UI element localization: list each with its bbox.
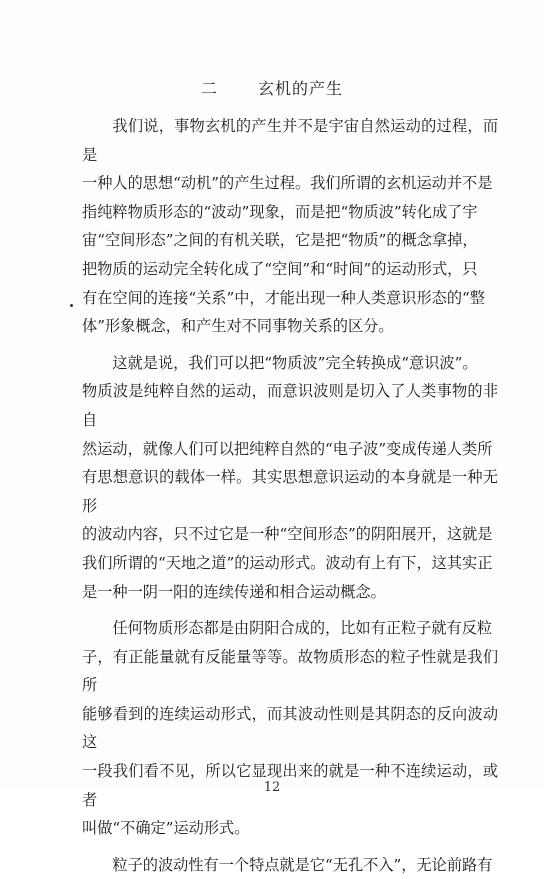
text-line: 能够看到的连续运动形式，而其波动性则是其阴态的反向波动这: [82, 704, 498, 752]
text-line: 我们所谓的“天地之道”的运动形式。波动有上有下，这其实正: [82, 553, 493, 572]
text-line: 体”形象概念，和产生对不同事物关系的区分。: [82, 317, 394, 336]
section-heading: [0, 76, 544, 99]
text-line: 一段我们看不见，所以它显现出来的就是一种不连续运动，或者: [82, 762, 498, 809]
text-line: 叫做“不确定”运动形式。: [82, 819, 250, 838]
text-line: 这就是说，我们可以把“物质波”完全转换成“意识波”。: [112, 353, 478, 372]
text-line: 有思想意识的载体一样。其实思想意识运动的本身就是一种无形: [82, 468, 498, 515]
text-line: 指纯粹物质形态的“波动”现象，而是把“物质波”转化成了宇: [82, 202, 478, 221]
text-line: 任何物质形态都是由阴阳合成的，比如有正粒子就有反粒: [112, 619, 493, 638]
paragraph-4: [82, 851, 498, 879]
text-line: 物质波是纯粹自然的运动，而意识波则是切入了人类事物的非自: [82, 382, 498, 429]
text-line: 粒子的波动性有一个特点就是它“无孔不入”，无论前路有: [112, 855, 493, 874]
paragraph-1: [82, 112, 498, 341]
text-line: 子，有正能量就有反能量等等。故物质形态的粒子性就是我们所: [82, 647, 498, 695]
text-line: 的波动内容，只不过它是一种“空间形态”的阴阳展开，这就是: [82, 525, 493, 544]
section-title: 玄机的产生: [258, 79, 344, 98]
body-text: [82, 112, 498, 879]
text-line: 一种人的思想“动机”的产生过程。我们所谓的玄机运动并不是: [82, 174, 493, 193]
text-line: 然运动，就像人们可以把纯粹自然的“电子波”变成传递人类所: [82, 439, 493, 458]
paragraph-2: [82, 349, 498, 606]
text-line: 宙“空间形态”之间的有机关联，它是把“物质”的概念拿掉，: [82, 231, 478, 250]
text-line: 是一种一阴一阳的连续传递和相合运动概念。: [82, 582, 386, 601]
text-line: 把物质的运动完全转化成了“空间”和“时间”的运动形式，只: [82, 259, 478, 278]
text-line: 有在空间的连接“关系”中，才能出现一种人类意识形态的“整: [82, 288, 485, 307]
margin-dot: [70, 304, 73, 307]
paragraph-3: [82, 614, 498, 843]
page-number: 12: [263, 780, 281, 795]
text-line: 我们说，事物玄机的产生并不是宇宙自然运动的过程，而是: [82, 117, 498, 164]
section-number: 二: [200, 79, 218, 98]
